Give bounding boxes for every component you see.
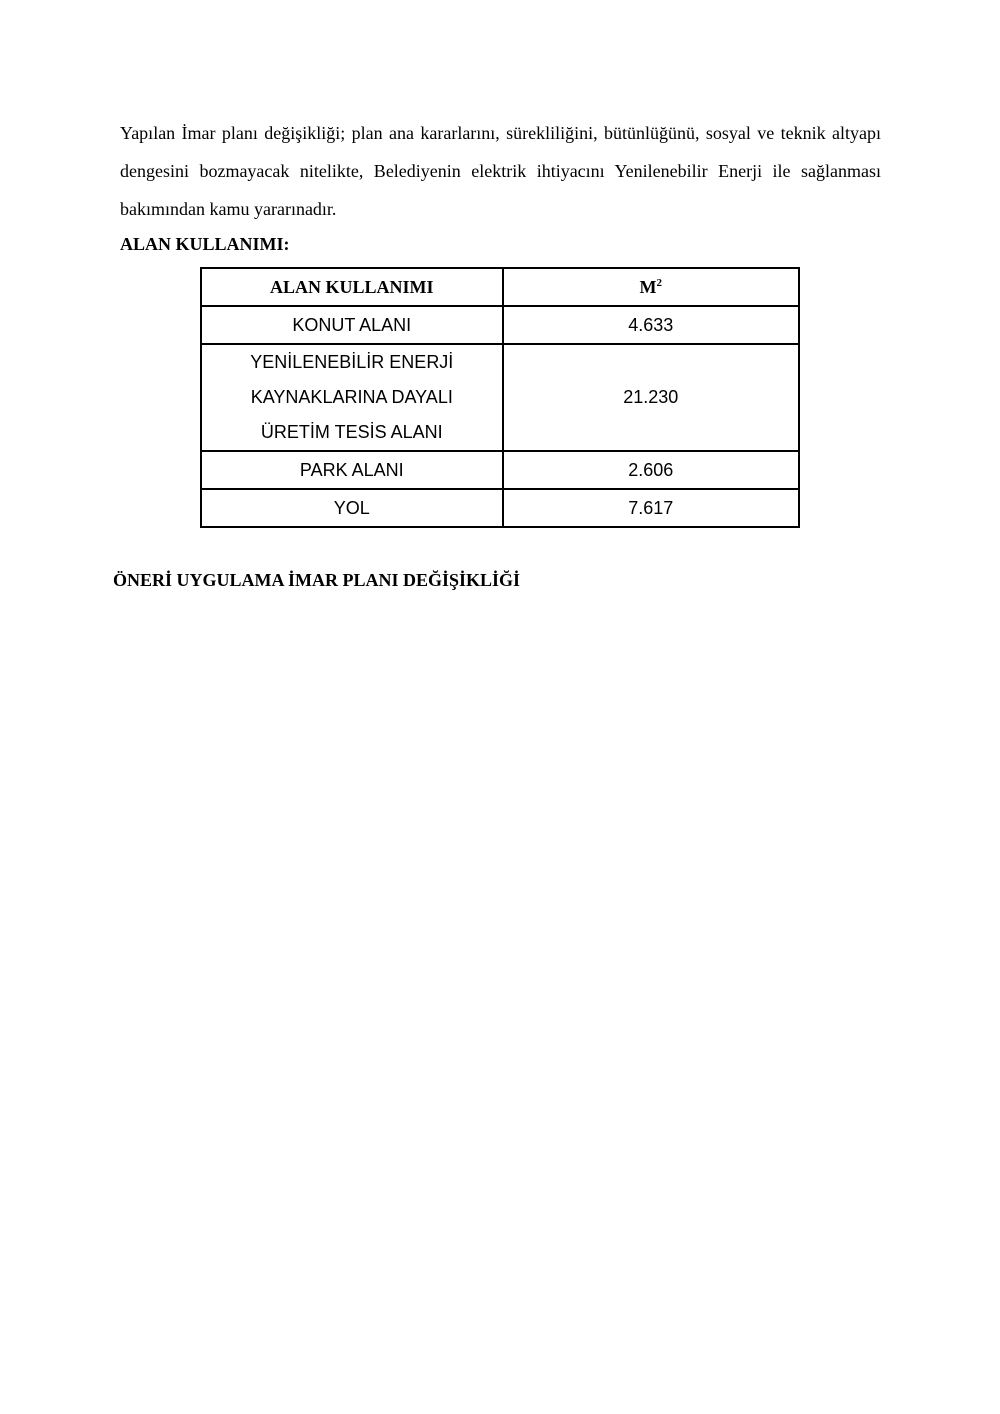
- row-name-park: [201, 451, 503, 489]
- row-name-line: ÜRETİM TESİS ALANI: [260, 422, 443, 442]
- row-name-yol: [201, 489, 503, 527]
- land-use-heading: ALAN KULLANIMI:: [120, 234, 290, 254]
- row-value-yol: 7.617: [503, 489, 799, 527]
- row-name-yenilenebilir: [201, 344, 503, 451]
- header-area-unit: [503, 268, 799, 306]
- land-use-table: [200, 267, 800, 528]
- row-value-yenilenebilir: 21.230: [503, 344, 799, 451]
- intro-paragraph: Yapılan İmar planı değişikliği; plan ana kararlarını, sürekliliğini, bütünlüğünü, sosyal ve teknik altyapı dengesini bozmayacak nitelikte, Belediyenin elektrik ihtiyacını Yenilenebilir Enerji ile sağlanması bakımından kamu yararınadır.: [120, 123, 881, 219]
- table-row: [201, 344, 799, 451]
- row-name-line: YENİLENEBİLİR ENERJİ: [250, 352, 454, 372]
- unit-base: M: [639, 276, 657, 297]
- table-header-row: [201, 268, 799, 306]
- row-name-line: KAYNAKLARINA DAYALI: [250, 387, 453, 407]
- row-name-konut: [201, 306, 503, 344]
- row-name-line: PARK ALANI: [299, 459, 404, 480]
- proposal-heading: ÖNERİ UYGULAMA İMAR PLANI DEĞİŞİKLİĞİ: [113, 570, 521, 590]
- table-row: [201, 306, 799, 344]
- unit-exponent: 2: [656, 276, 663, 289]
- table-row: [201, 451, 799, 489]
- header-land-use: ALAN KULLANIMI: [201, 268, 503, 306]
- row-value-park: 2.606: [503, 451, 799, 489]
- table-row: [201, 489, 799, 527]
- row-value-konut: 4.633: [503, 306, 799, 344]
- row-name-line: YOL: [333, 497, 370, 518]
- row-name-line: KONUT ALANI: [292, 314, 412, 335]
